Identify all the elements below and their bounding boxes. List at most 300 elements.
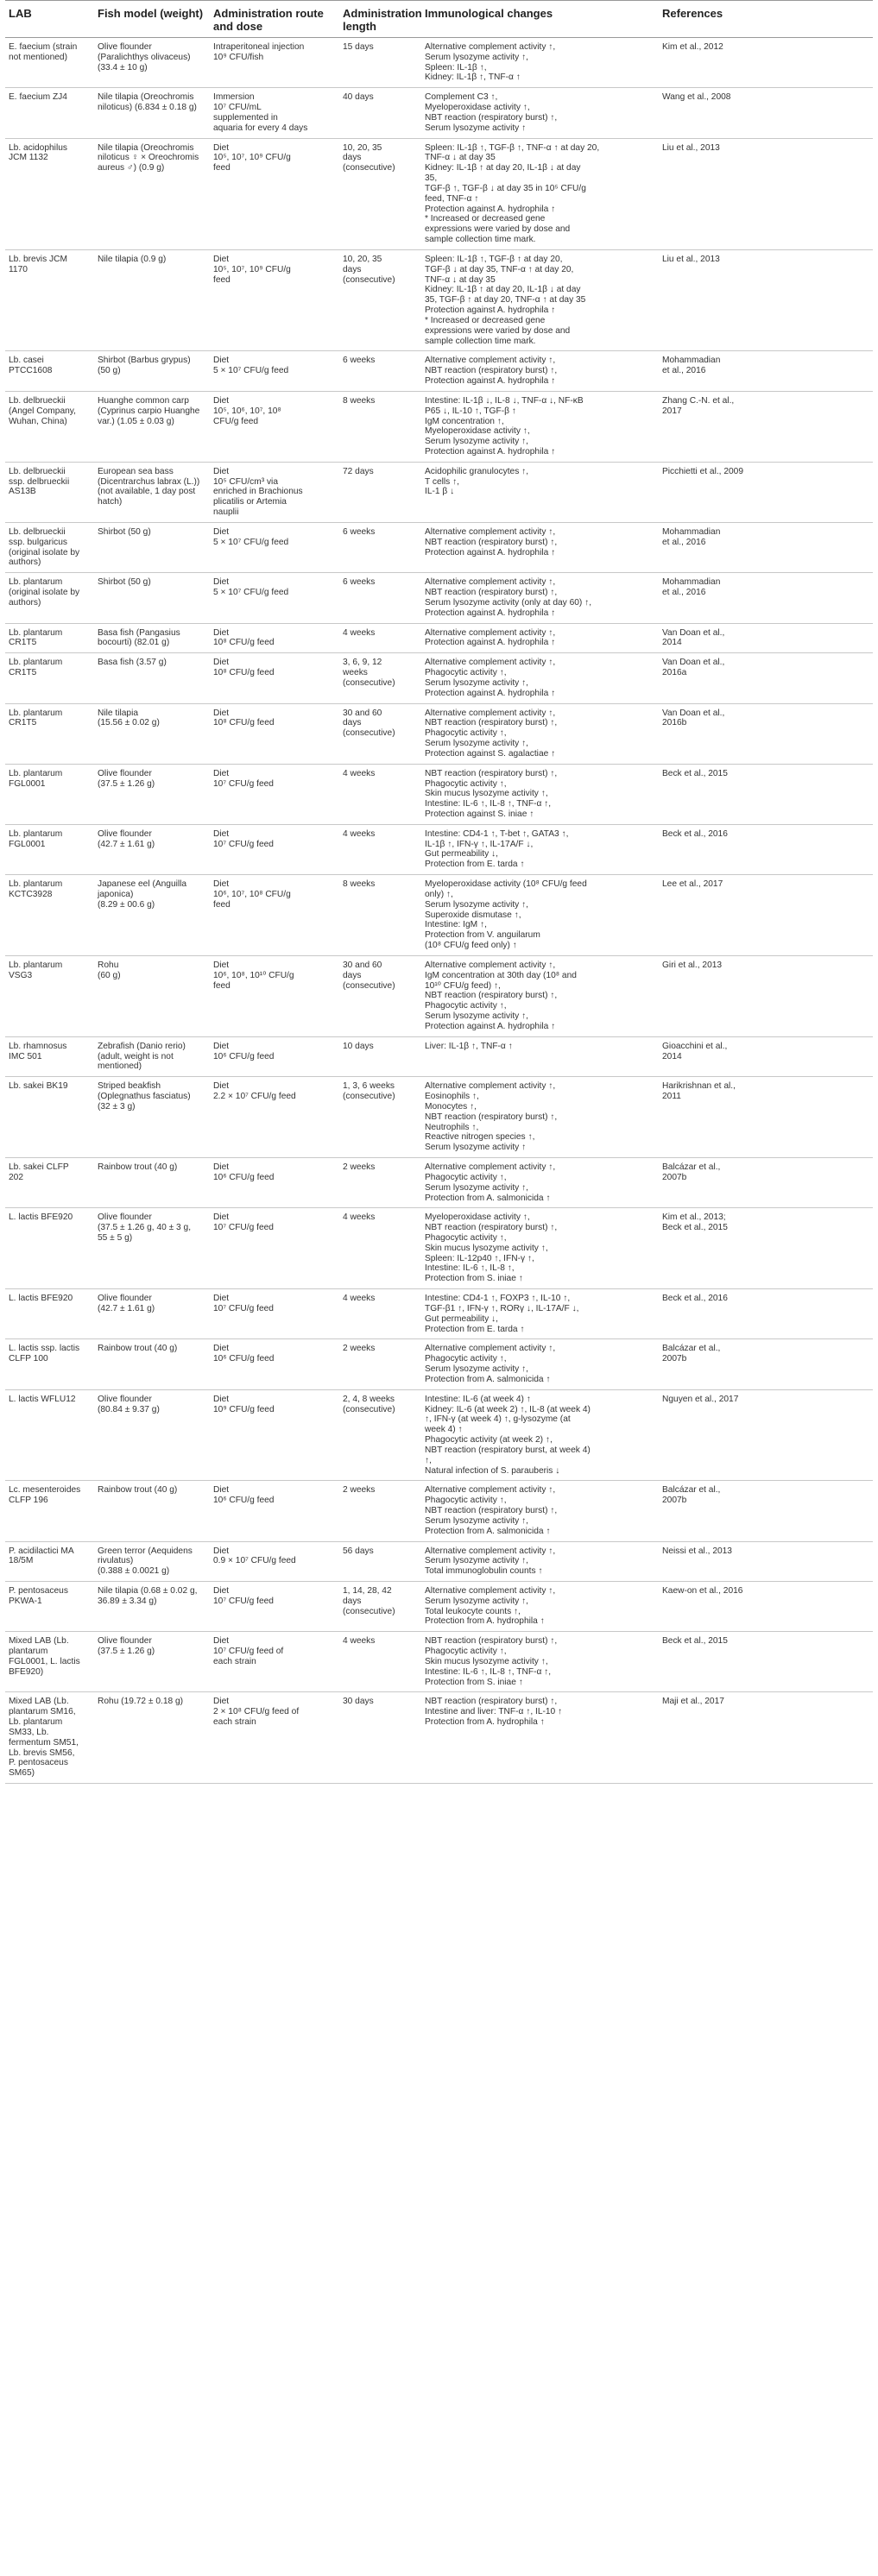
fish-model-line: Zebrafish (Danio rerio) [98,1041,186,1051]
route-dose-line: supplemented in [213,112,278,123]
fish-model-cell [94,1077,210,1158]
lab-line: L. lactis BFE920 [9,1212,73,1223]
length-cell [339,955,421,1036]
length-cell [339,522,421,572]
length-cell [339,824,421,874]
immunological-changes-line: Spleen: IL-1β ↑, TGF-β ↑ at day 20, [425,254,563,264]
reference-line: Kaew-on et al., 2016 [662,1586,743,1596]
route-dose-cell [210,1036,339,1076]
immunological-changes-line: NBT reaction (respiratory burst) ↑, [425,1223,558,1233]
immunological-changes-line: NBT reaction (respiratory burst) ↑, [425,588,558,598]
fish-model-cell [94,391,210,462]
fish-model-cell [94,1208,210,1289]
fish-model-cell [94,955,210,1036]
route-dose-line: feed [213,274,231,285]
lab-cell [5,1158,94,1208]
length-cell [339,1077,421,1158]
lab-line: fermentum SM51, [9,1737,79,1748]
lab-line: Lb. rhamnosus [9,1041,67,1051]
lab-cell [5,623,94,653]
length-line: 10, 20, 35 [343,254,382,264]
lab-cell [5,1541,94,1581]
route-dose-line: Diet [213,1294,230,1304]
route-dose-cell [210,1389,339,1481]
lab-line: SM33, Lb. [9,1727,49,1737]
reference-cell [659,1481,873,1541]
reference-cell [659,1582,873,1632]
route-dose-line: 10⁶ CFU/g feed [213,1172,275,1182]
immunological-changes-line: NBT reaction (respiratory burst) ↑, [425,991,558,1001]
route-dose-cell [210,249,339,350]
length-cell [339,38,421,88]
immunological-changes-line: Protection against A. hydrophila ↑ [425,446,556,457]
route-dose-line: Diet [213,1162,230,1173]
fish-model-cell [94,1481,210,1541]
route-dose-line: Diet [213,1344,230,1354]
length-line: 1, 14, 28, 42 [343,1586,392,1596]
lab-cell [5,1632,94,1692]
length-line: (consecutive) [343,980,395,991]
fish-model-line: (37.5 ± 1.26 g) [98,778,155,789]
route-dose-cell [210,1481,339,1541]
length-line: days [343,264,362,274]
length-line: 4 weeks [343,1294,376,1304]
table-row [5,623,873,653]
reference-cell [659,1077,873,1158]
lab-cell [5,653,94,703]
length-line: (consecutive) [343,677,395,688]
reference-line: 2007b [662,1354,687,1364]
length-line: 30 and 60 [343,708,382,718]
fish-model-cell [94,1389,210,1481]
immunological-changes-line: Phagocytic activity ↑, [425,1172,507,1182]
reference-cell [659,573,873,623]
lab-cell [5,138,94,249]
immunological-changes-line: Intestine: CD4-1 ↑, T-bet ↑, GATA3 ↑, [425,828,569,839]
immunological-changes-cell [421,249,659,350]
length-line: 2 weeks [343,1162,376,1173]
immunological-changes-cell [421,653,659,703]
immunological-changes-line: NBT reaction (respiratory burst) ↑, [425,718,558,728]
lab-line: Lb. sakei CLFP [9,1162,69,1173]
length-cell [339,1389,421,1481]
lab-line: Lb. plantarum [9,577,63,588]
route-dose-line: 10⁸ CFU/g feed [213,718,275,728]
table-row [5,1036,873,1076]
route-dose-line: 10⁷ CFU/g feed [213,1596,274,1606]
immunological-changes-line: Protection from S. iniae ↑ [425,1274,523,1284]
immunological-changes-line: Alternative complement activity ↑, [425,1485,556,1496]
length-line: 2, 4, 8 weeks [343,1394,395,1404]
immunological-changes-line: expressions were varied by dose and [425,325,571,336]
reference-line: 2011 [662,1092,681,1102]
length-line: 30 and 60 [343,960,382,970]
fish-model-line: Nile tilapia (0.9 g) [98,254,167,264]
fish-model-line: (0.388 ± 0.0021 g) [98,1566,170,1577]
table-row [5,703,873,764]
immunological-changes-line: Serum lysozyme activity ↑ [425,1143,527,1153]
lab-line: Lb. delbrueckii [9,526,66,537]
immunological-changes-line: Protection from A. salmonicida ↑ [425,1193,551,1203]
fish-model-line: hatch) [98,497,123,507]
fish-model-line: Rainbow trout (40 g) [98,1485,178,1496]
immunological-changes-line: Intestine and liver: TNF-α ↑, IL-10 ↑ [425,1707,563,1717]
lab-line: PKWA-1 [9,1596,42,1606]
fish-model-cell [94,1692,210,1784]
lab-line: CLFP 100 [9,1354,48,1364]
immunological-changes-line: Protection from S. iniae ↑ [425,1677,523,1687]
route-dose-line: plicatilis or Artemia [213,497,287,507]
lab-cell [5,764,94,824]
fish-model-line: rivulatus) [98,1556,134,1566]
table-row [5,462,873,522]
immunological-changes-line: IL-1 β ↓ [425,487,455,497]
immunological-changes-line: Alternative complement activity ↑, [425,1081,556,1092]
table-row [5,764,873,824]
table-row [5,1339,873,1389]
fish-model-cell [94,138,210,249]
immunological-changes-line: Spleen: IL-1β ↑, TGF-β ↑, TNF-α ↑ at day 20, [425,142,600,153]
route-dose-line: 10⁹ CFU/fish [213,52,264,62]
route-dose-line: Diet [213,356,230,366]
route-dose-line: Diet [213,1636,230,1647]
immunological-changes-line: Protection from A. hydrophila ↑ [425,1616,545,1627]
lab-line: CR1T5 [9,638,37,648]
table-row [5,1632,873,1692]
reference-cell [659,1158,873,1208]
immunological-changes-line: Protection from V. anguilarum [425,930,540,941]
route-dose-cell [210,1289,339,1339]
route-dose-line: Diet [213,828,230,839]
lab-cell [5,1692,94,1784]
route-dose-line: Diet [213,768,230,778]
immunological-changes-line: Protection against A. hydrophila ↑ [425,547,556,557]
lab-line: ssp. delbrueckii [9,476,70,487]
fish-model-line: (adult, weight is not [98,1051,174,1061]
route-dose-cell [210,522,339,572]
fish-model-line: niloticus) (6.834 ± 0.18 g) [98,103,197,113]
reference-line: et al., 2016 [662,537,706,547]
route-dose-cell [210,703,339,764]
length-line: 6 weeks [343,526,376,537]
table-row [5,1077,873,1158]
length-line: 4 weeks [343,1212,376,1223]
fish-model-line: (Paralichthys olivaceus) [98,52,191,62]
route-dose-line: 10⁸ CFU/g feed [213,668,275,678]
fish-model-cell [94,1541,210,1581]
lab-line: 1170 [9,264,28,274]
route-dose-line: 10⁷ CFU/g feed [213,839,274,849]
immunological-changes-line: Skin mucus lysozyme activity ↑, [425,789,548,799]
lab-line: KCTC3928 [9,889,53,899]
fish-model-line: 55 ± 5 g) [98,1232,133,1243]
immunological-changes-line: NBT reaction (respiratory burst) ↑, [425,1506,558,1516]
route-dose-line: Diet [213,658,230,668]
immunological-changes-line: Alternative complement activity ↑, [425,1586,556,1596]
lab-cell [5,1036,94,1076]
route-dose-cell [210,1632,339,1692]
reference-line: et al., 2016 [662,366,706,376]
immunological-changes-line: Protection from A. hydrophila ↑ [425,1717,545,1728]
fish-model-line: Olive flounder [98,42,152,52]
immunological-changes-cell [421,391,659,462]
immunological-changes-line: Intestine: IL-6 (at week 4) ↑ [425,1394,531,1404]
header-administration-route: Administration route and dose [210,1,339,38]
lab-line: VSG3 [9,970,33,980]
length-line: (consecutive) [343,274,395,285]
header-fish-model: Fish model (weight) [94,1,210,38]
lab-cell [5,1077,94,1158]
lab-line: Lb. plantarum [9,879,63,890]
length-cell [339,1339,421,1389]
lab-line: L. lactis ssp. lactis [9,1344,80,1354]
lab-line: FGL0001 [9,839,46,849]
immunological-changes-line: Protection against S. agalactiae ↑ [425,748,556,759]
reference-cell [659,88,873,138]
route-dose-line: 0.9 × 10⁷ CFU/g feed [213,1556,296,1566]
immunological-changes-line: Myeloperoxidase activity ↑, [425,1212,530,1223]
fish-model-line: bocourti) (82.01 g) [98,638,170,648]
route-dose-line: feed [213,980,231,991]
lab-line: Lc. mesenteroides [9,1485,81,1496]
table-row [5,1208,873,1289]
lab-line: Lb. delbrueckii [9,466,66,476]
immunological-changes-line: TGF-β ↑, TGF-β ↓ at day 35 in 10⁵ CFU/g [425,183,586,193]
immunological-changes-line: Protection from E. tarda ↑ [425,860,525,870]
route-dose-line: 10⁶ CFU/g feed [213,1354,275,1364]
lab-line: (original isolate by [9,588,80,598]
reference-line: Mohammadian [662,356,721,366]
length-cell [339,653,421,703]
table-row [5,249,873,350]
immunological-changes-cell [421,824,659,874]
immunological-changes-line: T cells ↑, [425,476,460,487]
length-line: (consecutive) [343,1404,395,1414]
route-dose-cell [210,1692,339,1784]
fish-model-line: Rainbow trout (40 g) [98,1344,178,1354]
immunological-changes-cell [421,1582,659,1632]
route-dose-line: 10⁸ CFU/g feed [213,638,275,648]
reference-line: Beck et al., 2015 [662,1636,728,1647]
fish-model-line: (42.7 ± 1.61 g) [98,1303,155,1313]
fish-model-line: Olive flounder [98,1394,152,1404]
table-row [5,1481,873,1541]
length-cell [339,875,421,956]
fish-model-line: Basa fish (3.57 g) [98,658,167,668]
lab-line: Lb. sakei BK19 [9,1081,68,1092]
reference-cell [659,955,873,1036]
immunological-changes-line: Intestine: IL-6 ↑, IL-8 ↑, TNF-α ↑, [425,1666,552,1677]
fish-model-cell [94,824,210,874]
lab-line: plantarum SM16, [9,1707,76,1717]
reference-line: Beck et al., 2016 [662,1294,728,1304]
length-line: 4 weeks [343,768,376,778]
lab-line: FGL0001 [9,778,46,789]
fish-model-cell [94,623,210,653]
reference-cell [659,875,873,956]
immunological-changes-line: Phagocytic activity ↑, [425,1496,507,1506]
table-row [5,88,873,138]
fish-model-line: Olive flounder [98,828,152,839]
length-cell [339,623,421,653]
immunological-changes-line: Skin mucus lysozyme activity ↑, [425,1656,548,1666]
length-line: 15 days [343,42,374,52]
reference-line: 2007b [662,1496,687,1506]
immunological-changes-line: week 4) ↑ [425,1425,463,1435]
length-line: 8 weeks [343,395,376,406]
lab-cell [5,249,94,350]
route-dose-line: Diet [213,1212,230,1223]
lab-line: authors) [9,597,41,608]
immunological-changes-line: Protection against A. hydrophila ↑ [425,608,556,618]
route-dose-line: Diet [213,254,230,264]
route-dose-line: aquaria for every 4 days [213,123,308,133]
fish-model-cell [94,1289,210,1339]
immunological-changes-cell [421,1289,659,1339]
length-cell [339,249,421,350]
fish-model-line: japonica) [98,889,134,899]
immunological-changes-line: Serum lysozyme activity ↑, [425,437,529,447]
lab-cell [5,1582,94,1632]
route-dose-line: 10⁶ CFU/g feed [213,1051,275,1061]
immunological-changes-cell [421,1541,659,1581]
reference-line: Wang et al., 2008 [662,92,731,103]
lab-line: SM65) [9,1768,35,1779]
reference-line: Liu et al., 2013 [662,254,720,264]
reference-line: Kim et al., 2013; [662,1212,726,1223]
lab-line: Wuhan, China) [9,416,67,426]
route-dose-cell [210,1339,339,1389]
fish-model-line: (37.5 ± 1.26 g, 40 ± 3 g, [98,1223,192,1233]
reference-cell [659,1541,873,1581]
fish-model-line: (not available, 1 day post [98,487,196,497]
length-line: 2 weeks [343,1344,376,1354]
immunological-changes-line: TGF-β1 ↑, IFN-γ ↑, RORγ ↓, IL-17A/F ↓, [425,1303,579,1313]
length-line: 30 days [343,1697,374,1707]
fish-model-line: Olive flounder [98,768,152,778]
route-dose-line: Diet [213,577,230,588]
table-row [5,955,873,1036]
table-row [5,824,873,874]
length-line: days [343,970,362,980]
length-line: days [343,1596,362,1606]
immunological-changes-line: Intestine: IL-6 ↑, IL-8 ↑, TNF-α ↑, [425,799,552,809]
length-cell [339,462,421,522]
reference-cell [659,38,873,88]
reference-line: Nguyen et al., 2017 [662,1394,739,1404]
lab-line: L. lactis BFE920 [9,1294,73,1304]
immunological-changes-line: Kidney: IL-1β ↑, TNF-α ↑ [425,72,521,83]
immunological-changes-line: Alternative complement activity ↑, [425,577,556,588]
route-dose-line: 10⁶, 10⁸, 10¹⁰ CFU/g [213,970,294,980]
route-dose-line: Diet [213,526,230,537]
immunological-changes-cell [421,1339,659,1389]
lab-cell [5,875,94,956]
route-dose-line: each strain [213,1717,256,1728]
lab-cell [5,522,94,572]
immunological-changes-line: Alternative complement activity ↑, [425,1162,556,1173]
lab-line: not mentioned) [9,52,67,62]
immunological-changes-cell [421,623,659,653]
reference-cell [659,249,873,350]
reference-line: Maji et al., 2017 [662,1697,724,1707]
reference-cell [659,138,873,249]
route-dose-line: 10⁶ CFU/g feed [213,1496,275,1506]
lab-line: Lb. brevis JCM [9,254,67,264]
immunological-changes-line: Acidophilic granulocytes ↑, [425,466,529,476]
immunological-changes-line: IL-1β ↑, IFN-γ ↑, IL-17A/F ↓, [425,839,534,849]
route-dose-cell [210,1541,339,1581]
reference-cell [659,764,873,824]
route-dose-line: 10⁷ CFU/mL [213,103,262,113]
immunological-changes-line: Intestine: IL-6 ↑, IL-8 ↑, [425,1263,515,1274]
header-administration-length: Administration length [339,1,421,38]
immunological-changes-line: TNF-α ↓ at day 35 [425,153,496,163]
lab-line: Lb. plantarum [9,768,63,778]
reference-line: Balcázar et al., [662,1162,721,1173]
route-dose-line: Diet [213,627,230,638]
fish-model-line: (80.84 ± 9.37 g) [98,1404,160,1414]
fish-model-line: European sea bass [98,466,174,476]
table-row [5,1158,873,1208]
immunological-changes-line: Myeloperoxidase activity (10⁸ CFU/g feed [425,879,587,890]
length-line: days [343,153,362,163]
route-dose-line: Immersion [213,92,255,103]
length-cell [339,88,421,138]
immunological-changes-line: Serum lysozyme activity ↑, [425,1596,529,1606]
immunological-changes-line: Protection against A. hydrophila ↑ [425,204,556,214]
fish-model-line: (15.56 ± 0.02 g) [98,718,160,728]
route-dose-line: 2 × 10⁸ CFU/g feed of [213,1707,300,1717]
reference-line: 2016b [662,718,687,728]
route-dose-line: 10⁷ CFU/g feed [213,1303,274,1313]
immunological-changes-cell [421,1692,659,1784]
fish-model-line: Olive flounder [98,1636,152,1647]
route-dose-line: Diet [213,1394,230,1404]
lab-cell [5,391,94,462]
route-dose-line: feed [213,163,231,173]
route-dose-line: feed [213,899,231,910]
immunological-changes-line: Alternative complement activity ↑, [425,526,556,537]
immunological-changes-cell [421,351,659,391]
immunological-changes-line: Alternative complement activity ↑, [425,658,556,668]
route-dose-line: 10⁹ CFU/g feed [213,1404,275,1414]
lab-line: E. faecium ZJ4 [9,92,67,103]
lab-cell [5,1339,94,1389]
lab-line: (Angel Company, [9,406,76,416]
immunological-changes-line: Protection against A. hydrophila ↑ [425,1021,556,1031]
fish-model-cell [94,88,210,138]
immunological-changes-line: Complement C3 ↑, [425,92,498,103]
immunological-changes-line: Total immunoglobulin counts ↑ [425,1566,543,1577]
lab-line: L. lactis WFLU12 [9,1394,76,1404]
immunological-changes-line: Protection against S. iniae ↑ [425,809,534,819]
table-row [5,38,873,88]
fish-model-line: aureus ♂) (0.9 g) [98,163,165,173]
reference-cell [659,391,873,462]
route-dose-cell [210,88,339,138]
table-row [5,1389,873,1481]
immunological-changes-line: NBT reaction (respiratory burst) ↑, [425,366,558,376]
fish-model-line: Huanghe common carp [98,395,189,406]
reference-line: Van Doan et al., [662,708,725,718]
route-dose-cell [210,1208,339,1289]
fish-model-cell [94,703,210,764]
route-dose-line: Diet [213,879,230,890]
table-row [5,351,873,391]
fish-model-cell [94,1339,210,1389]
length-cell [339,1541,421,1581]
